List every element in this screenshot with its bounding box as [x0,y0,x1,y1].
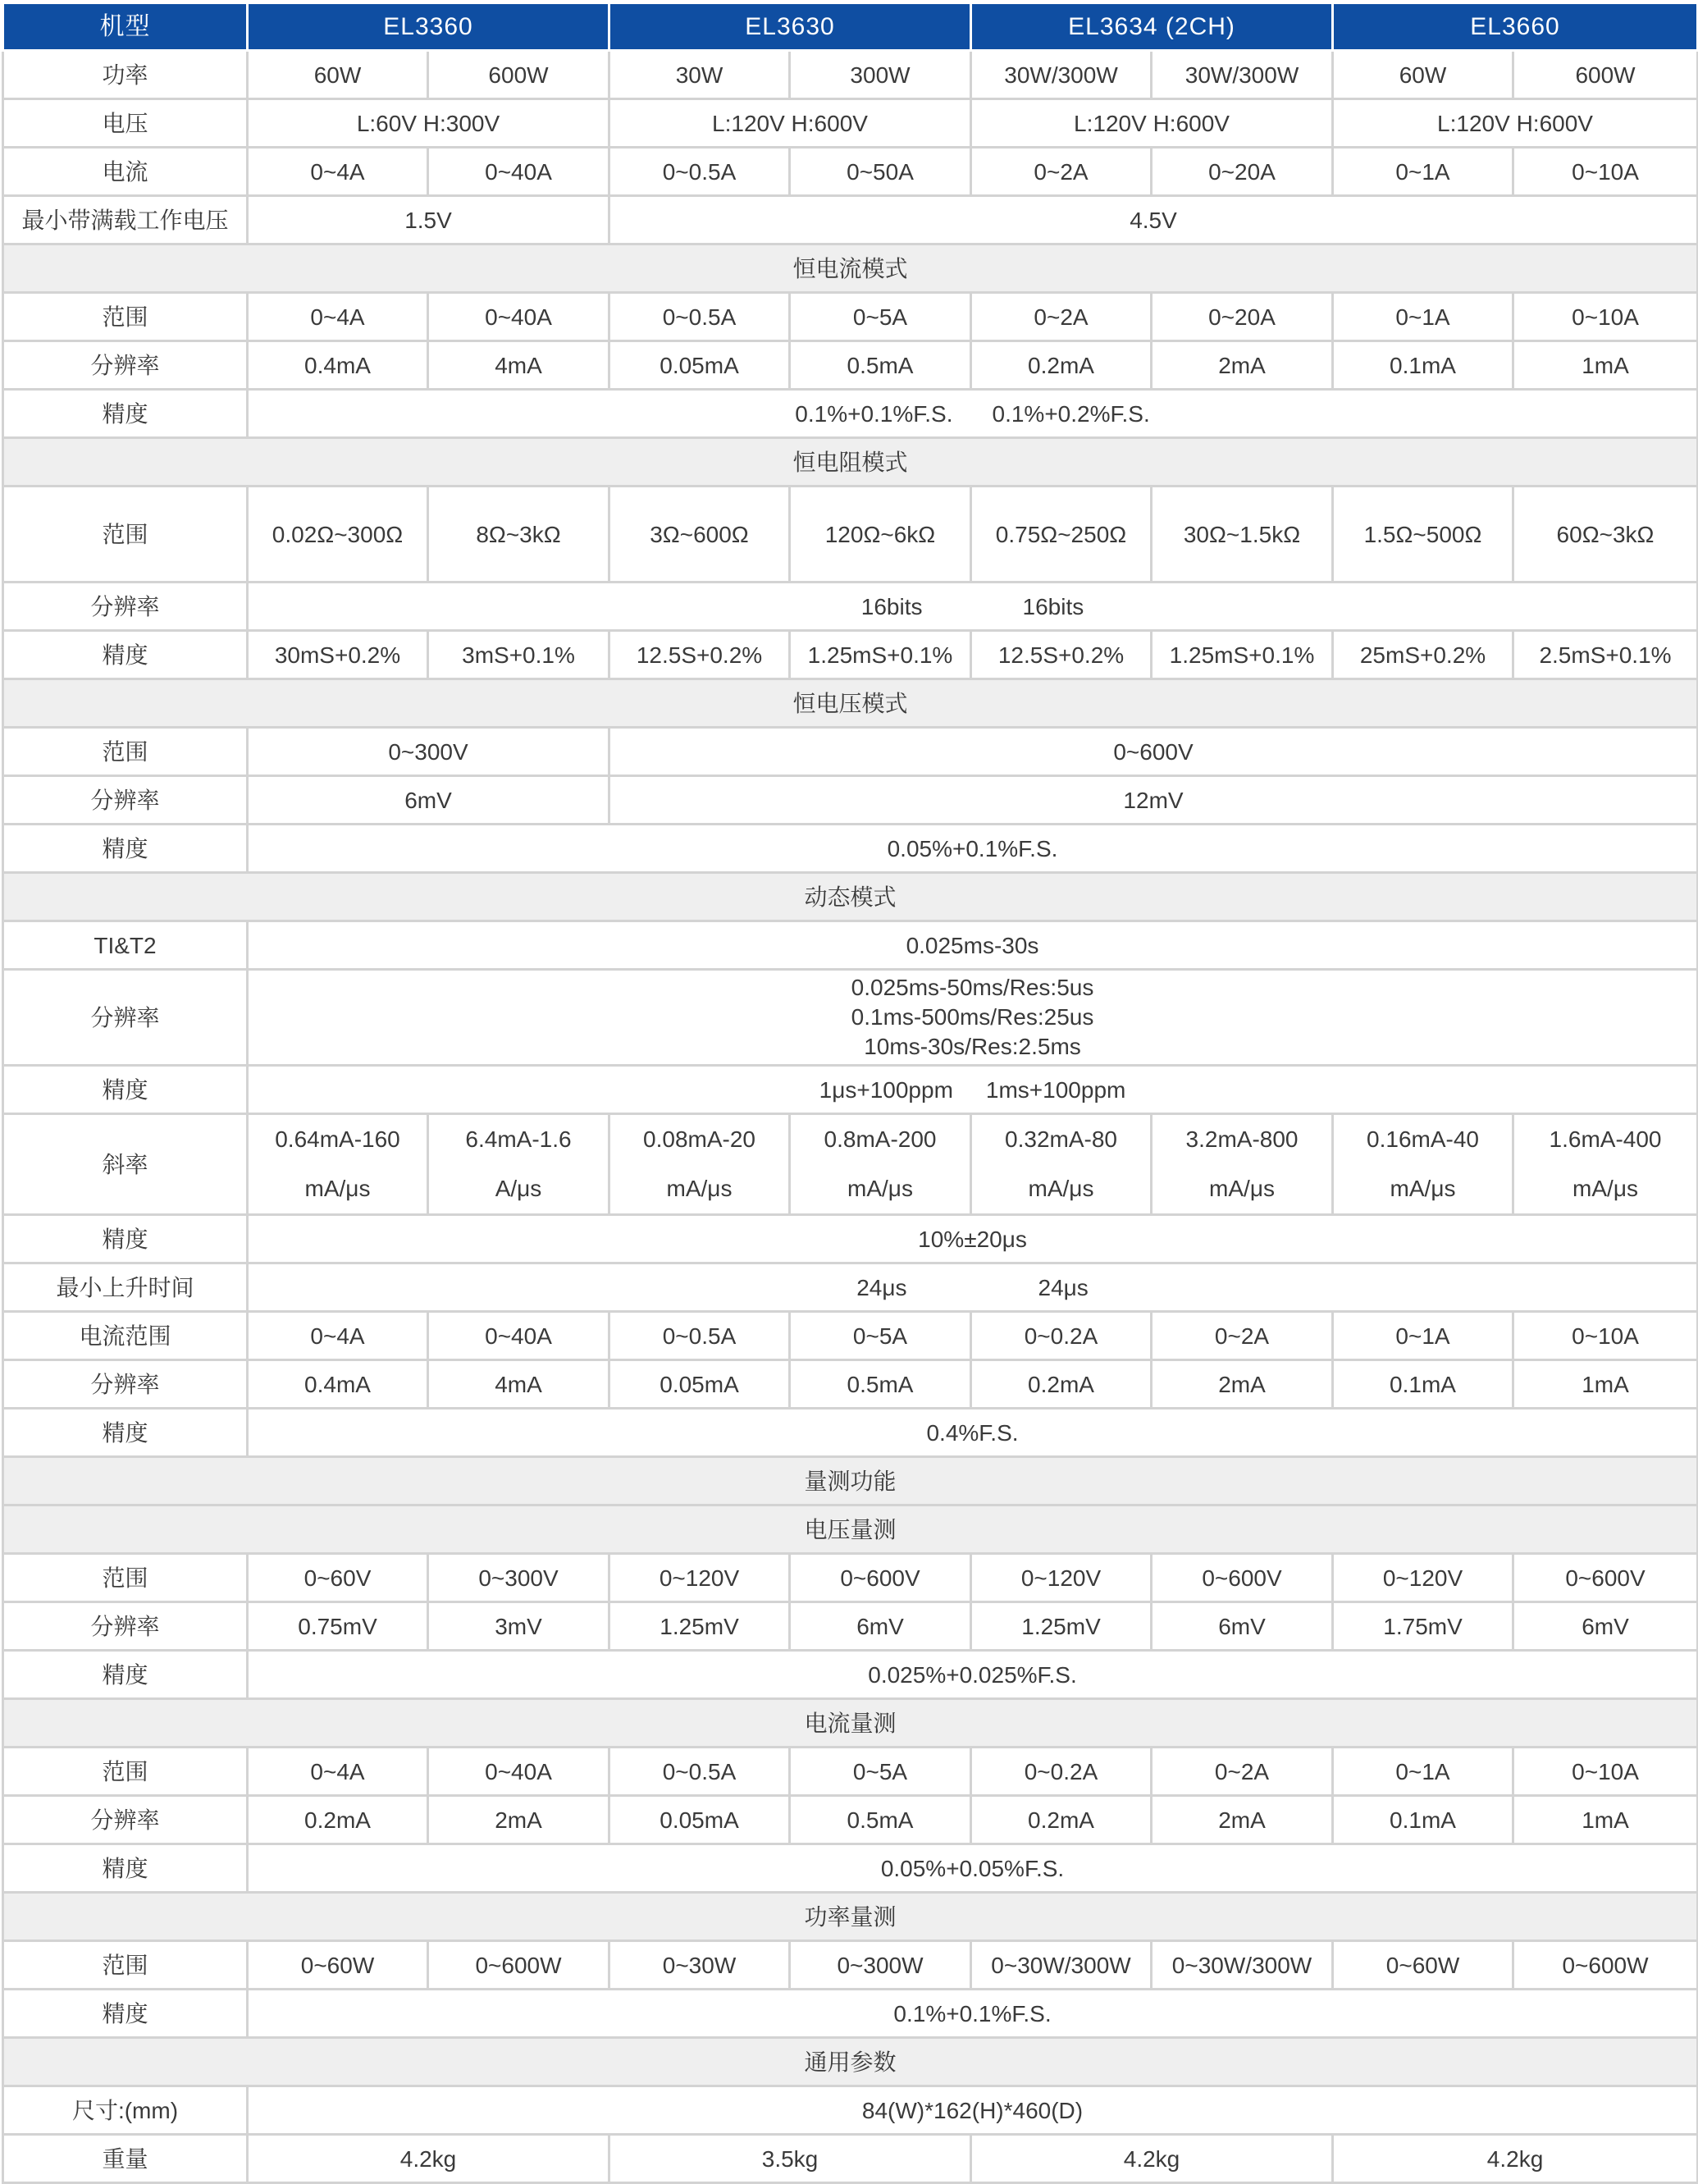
value-line: 10ms-30s/Res:2.5ms [864,1034,1081,1059]
cell: 30W/300W [1152,51,1333,99]
cell: 0~1A [1333,1312,1513,1360]
row-label: 功率 [3,51,248,99]
cell: 0.05mA [609,1360,790,1409]
cr-resolution-row [3,583,1698,631]
vm-range-row [3,1554,1698,1602]
row-label: 分辨率 [3,1796,248,1844]
row-label: 精度 [3,1066,248,1114]
value-line: mA/μs [1390,1176,1456,1201]
cell: 0.4mA [248,1360,428,1409]
cell: 0.75Ω~250Ω [971,487,1152,583]
cell: 4.2kg [248,2135,609,2183]
cell: 0~0.2A [971,1748,1152,1796]
size-row [3,2086,1698,2135]
cell: 0.1mA [1333,1796,1513,1844]
model-el3634: EL3634 (2CH) [971,3,1333,51]
cell [428,1114,609,1215]
cell: 1.5Ω~500Ω [1333,487,1513,583]
cell: 30mS+0.2% [248,631,428,679]
cell: 0.05mA [609,1796,790,1844]
cell [971,1114,1152,1215]
value-line: 1.6mA-400 [1549,1126,1662,1152]
cell: 300W [790,51,971,99]
section-row [3,1699,1698,1748]
dyn-accuracy-row [3,1066,1698,1114]
cell: 0~600V [609,728,1698,776]
row-label: 范围 [3,293,248,341]
cell: 0~30W/300W [971,1941,1152,1990]
cell: 0~120V [1333,1554,1513,1602]
cell: 0~40A [428,148,609,196]
row-label: 分辨率 [3,970,248,1066]
voltage-row [3,99,1698,148]
value-line: 0.08mA-20 [643,1126,755,1152]
cc-accuracy-row [3,390,1698,438]
row-label: 范围 [3,1941,248,1990]
value: 24μs [856,1274,907,1300]
value: 16bits [1022,593,1084,619]
cell: 0~30W/300W [1152,1941,1333,1990]
cell: 1.25mS+0.1% [790,631,971,679]
cell: 0.1mA [1333,1360,1513,1409]
section-row [3,438,1698,487]
pm-range-row [3,1941,1698,1990]
section-current-measure: 电流量测 [3,1699,1698,1748]
cell: 6mV [1152,1602,1333,1651]
cell: 0~50A [790,148,971,196]
cell: 60W [248,51,428,99]
cell: 0~1A [1333,148,1513,196]
row-label: 精度 [3,1215,248,1263]
section-row [3,2038,1698,2086]
cell: 0.2mA [248,1796,428,1844]
cell: 3.5kg [609,2135,971,2183]
section-measure: 量测功能 [3,1457,1698,1505]
value: 16bits [860,593,923,619]
cv-accuracy-row [3,825,1698,873]
cell: 0~4A [248,1312,428,1360]
value: 1μs+100ppm [819,1076,953,1103]
cell [1152,1114,1333,1215]
cv-range-row [3,728,1698,776]
min-rise-row [3,1263,1698,1312]
cell: 0.1%+0.1%F.S. [248,1990,1698,2038]
value-line: mA/μs [847,1176,913,1201]
cell: 4mA [428,341,609,390]
weight-row [3,2135,1698,2183]
section-power-measure: 功率量测 [3,1893,1698,1941]
value-line: 0.64mA-160 [275,1126,400,1152]
section-cc-mode: 恒电流模式 [3,244,1698,293]
cell: 0~60V [248,1554,428,1602]
cell: 0~300V [248,728,609,776]
cell: 1mA [1513,1796,1698,1844]
row-label: 精度 [3,390,248,438]
row-label: 精度 [3,631,248,679]
row-label: 范围 [3,1748,248,1796]
cell [248,390,1698,438]
row-label: 精度 [3,825,248,873]
vm-resolution-row [3,1602,1698,1651]
cell: 30W [609,51,790,99]
slew-row [3,1114,1698,1215]
cell [248,583,1698,631]
dyn-resolution-row [3,970,1698,1066]
dyn-resolution2-row [3,1360,1698,1409]
cv-resolution-row [3,776,1698,825]
cell: 0~0.5A [609,1748,790,1796]
cell: 2.5mS+0.1% [1513,631,1698,679]
value-line: 6.4mA-1.6 [465,1126,572,1152]
vm-accuracy-row [3,1651,1698,1699]
cell: 0~600W [428,1941,609,1990]
cell: 0~1A [1333,1748,1513,1796]
value-line: mA/μs [1028,1176,1094,1201]
cell: 0~40A [428,1748,609,1796]
im-accuracy-row [3,1844,1698,1893]
row-label: 斜率 [3,1114,248,1215]
cell: 0~600V [790,1554,971,1602]
value-line: 0.8mA-200 [824,1126,937,1152]
value: 0.1%+0.1%F.S. [795,400,953,427]
row-label: 精度 [3,1651,248,1699]
row-label: 重量 [3,2135,248,2183]
value: 24μs [1038,1274,1089,1300]
slew-accuracy-row [3,1215,1698,1263]
cell [1333,1114,1513,1215]
current-row [3,148,1698,196]
row-label: 精度 [3,1844,248,1893]
model-el3660: EL3660 [1333,3,1698,51]
section-cv-mode: 恒电压模式 [3,679,1698,728]
cell: 0.5mA [790,1796,971,1844]
cell: 0.5mA [790,1360,971,1409]
cell: 0.02Ω~300Ω [248,487,428,583]
cc-resolution-row [3,341,1698,390]
cell: 84(W)*162(H)*460(D) [248,2086,1698,2135]
cell: 2mA [1152,341,1333,390]
cell: 1mA [1513,1360,1698,1409]
cell: 6mV [1513,1602,1698,1651]
row-label: TI&T2 [3,921,248,970]
cell: 0~0.2A [971,1312,1152,1360]
cell: L:120V H:600V [609,99,971,148]
cell [248,1066,1698,1114]
cell: 0~10A [1513,1312,1698,1360]
cell: 0~10A [1513,148,1698,196]
cell: 0~40A [428,1312,609,1360]
cell: 0.75mV [248,1602,428,1651]
cr-accuracy-row [3,631,1698,679]
cell: 8Ω~3kΩ [428,487,609,583]
cell [790,1114,971,1215]
cell: 1mA [1513,341,1698,390]
cell: 0~60W [1333,1941,1513,1990]
cell: 0~20A [1152,293,1333,341]
cell: 0~40A [428,293,609,341]
cell: 0~0.5A [609,1312,790,1360]
value-line: 0.025ms-50ms/Res:5us [851,975,1094,1000]
section-row [3,1505,1698,1554]
cell: 2mA [1152,1360,1333,1409]
value: 1ms+100ppm [985,1076,1126,1103]
cell: 3Ω~600Ω [609,487,790,583]
section-row [3,873,1698,921]
cell: 0~1A [1333,293,1513,341]
model-el3630: EL3630 [609,3,971,51]
cell: 0.05mA [609,341,790,390]
cell: 30Ω~1.5kΩ [1152,487,1333,583]
value-line: mA/μs [666,1176,733,1201]
cell: 0~600V [1513,1554,1698,1602]
cell: 0.025ms-30s [248,921,1698,970]
cc-range-row [3,293,1698,341]
row-label: 精度 [3,1409,248,1457]
cell: 0~300V [428,1554,609,1602]
cell: 0.05%+0.05%F.S. [248,1844,1698,1893]
cell: 120Ω~6kΩ [790,487,971,583]
cell: 12mV [609,776,1698,825]
t1t2-row [3,921,1698,970]
cell: L:120V H:600V [1333,99,1698,148]
cell: 0.2mA [971,341,1152,390]
cell: 1.25mV [609,1602,790,1651]
value-line: A/μs [495,1176,542,1201]
row-label: 分辨率 [3,1360,248,1409]
cell: 25mS+0.2% [1333,631,1513,679]
cell: 3mS+0.1% [428,631,609,679]
cell: 2mA [428,1796,609,1844]
model-el3360: EL3360 [248,3,609,51]
cell: 600W [428,51,609,99]
cell: 0.025%+0.025%F.S. [248,1651,1698,1699]
row-label: 电压 [3,99,248,148]
cell: 3mV [428,1602,609,1651]
section-cr-mode: 恒电阻模式 [3,438,1698,487]
row-label: 最小上升时间 [3,1263,248,1312]
cell: 0~2A [1152,1312,1333,1360]
min-voltage-row [3,196,1698,244]
cell: 0~2A [971,148,1152,196]
im-range-row [3,1748,1698,1796]
row-label: 分辨率 [3,1602,248,1651]
cell: 0~0.5A [609,293,790,341]
value-line: 3.2mA-800 [1185,1126,1299,1152]
section-row [3,1457,1698,1505]
cell: 60W [1333,51,1513,99]
cell: 0~60W [248,1941,428,1990]
cell: 0~0.5A [609,148,790,196]
cell [248,970,1698,1066]
cell: 0.4%F.S. [248,1409,1698,1457]
cr-range-row [3,487,1698,583]
dyn-current-range-row [3,1312,1698,1360]
cell: 0.2mA [971,1360,1152,1409]
cell: 4.5V [609,196,1698,244]
cell: 0~30W [609,1941,790,1990]
section-row [3,679,1698,728]
cell: 4.2kg [971,2135,1333,2183]
cell: 0.1mA [1333,341,1513,390]
cell: 0~600W [1513,1941,1698,1990]
cell: 4mA [428,1360,609,1409]
row-label: 分辨率 [3,341,248,390]
value-line: 0.32mA-80 [1005,1126,1117,1152]
row-label: 精度 [3,1990,248,2038]
cell: 0~2A [971,293,1152,341]
cell [1513,1114,1698,1215]
section-dynamic-mode: 动态模式 [3,873,1698,921]
value-line: 0.16mA-40 [1367,1126,1479,1152]
cell: 0~2A [1152,1748,1333,1796]
cell: 0~10A [1513,293,1698,341]
cell: 0~5A [790,293,971,341]
cell [609,1114,790,1215]
cell: 6mV [248,776,609,825]
value-line: mA/μs [1209,1176,1275,1201]
cell: 0~10A [1513,1748,1698,1796]
cell: 60Ω~3kΩ [1513,487,1698,583]
value-line: 0.1ms-500ms/Res:25us [851,1004,1094,1030]
cell [248,1263,1698,1312]
cell: 0.5mA [790,341,971,390]
row-label: 范围 [3,1554,248,1602]
cell: 4.2kg [1333,2135,1698,2183]
cell: 12.5S+0.2% [609,631,790,679]
cell: 30W/300W [971,51,1152,99]
im-resolution-row [3,1796,1698,1844]
cell: 0~120V [971,1554,1152,1602]
value: 0.1%+0.2%F.S. [992,400,1150,427]
row-label: 范围 [3,728,248,776]
cell: 0~120V [609,1554,790,1602]
cell: 600W [1513,51,1698,99]
cell: 0~4A [248,1748,428,1796]
row-label: 最小带满载工作电压 [3,196,248,244]
cell: 0~5A [790,1312,971,1360]
cell: 0~300W [790,1941,971,1990]
cell: L:120V H:600V [971,99,1333,148]
row-label: 分辨率 [3,583,248,631]
cell: 12.5S+0.2% [971,631,1152,679]
cell: 0.2mA [971,1796,1152,1844]
value-line: mA/μs [1572,1176,1638,1201]
cell: 0~4A [248,148,428,196]
section-voltage-measure: 电压量测 [3,1505,1698,1554]
cell: 1.5V [248,196,609,244]
row-label: 尺寸:(mm) [3,2086,248,2135]
value-line: mA/μs [304,1176,371,1201]
cell: 0.05%+0.1%F.S. [248,825,1698,873]
cell: 1.25mS+0.1% [1152,631,1333,679]
cell: 1.25mV [971,1602,1152,1651]
row-label: 分辨率 [3,776,248,825]
cell: 0~600V [1152,1554,1333,1602]
cell: 2mA [1152,1796,1333,1844]
row-label: 电流 [3,148,248,196]
cell: 0.4mA [248,341,428,390]
spec-table [2,2,1698,2184]
header-row [3,3,1698,51]
section-common: 通用参数 [3,2038,1698,2086]
cell: 6mV [790,1602,971,1651]
dyn-accuracy2-row [3,1409,1698,1457]
cell: 0~5A [790,1748,971,1796]
power-row [3,51,1698,99]
row-label: 电流范围 [3,1312,248,1360]
model-label: 机型 [3,3,248,51]
section-row [3,244,1698,293]
row-label: 范围 [3,487,248,583]
cell: L:60V H:300V [248,99,609,148]
cell [248,1114,428,1215]
pm-accuracy-row [3,1990,1698,2038]
section-row [3,1893,1698,1941]
cell: 0~20A [1152,148,1333,196]
cell: 10%±20μs [248,1215,1698,1263]
cell: 0~4A [248,293,428,341]
cell: 1.75mV [1333,1602,1513,1651]
